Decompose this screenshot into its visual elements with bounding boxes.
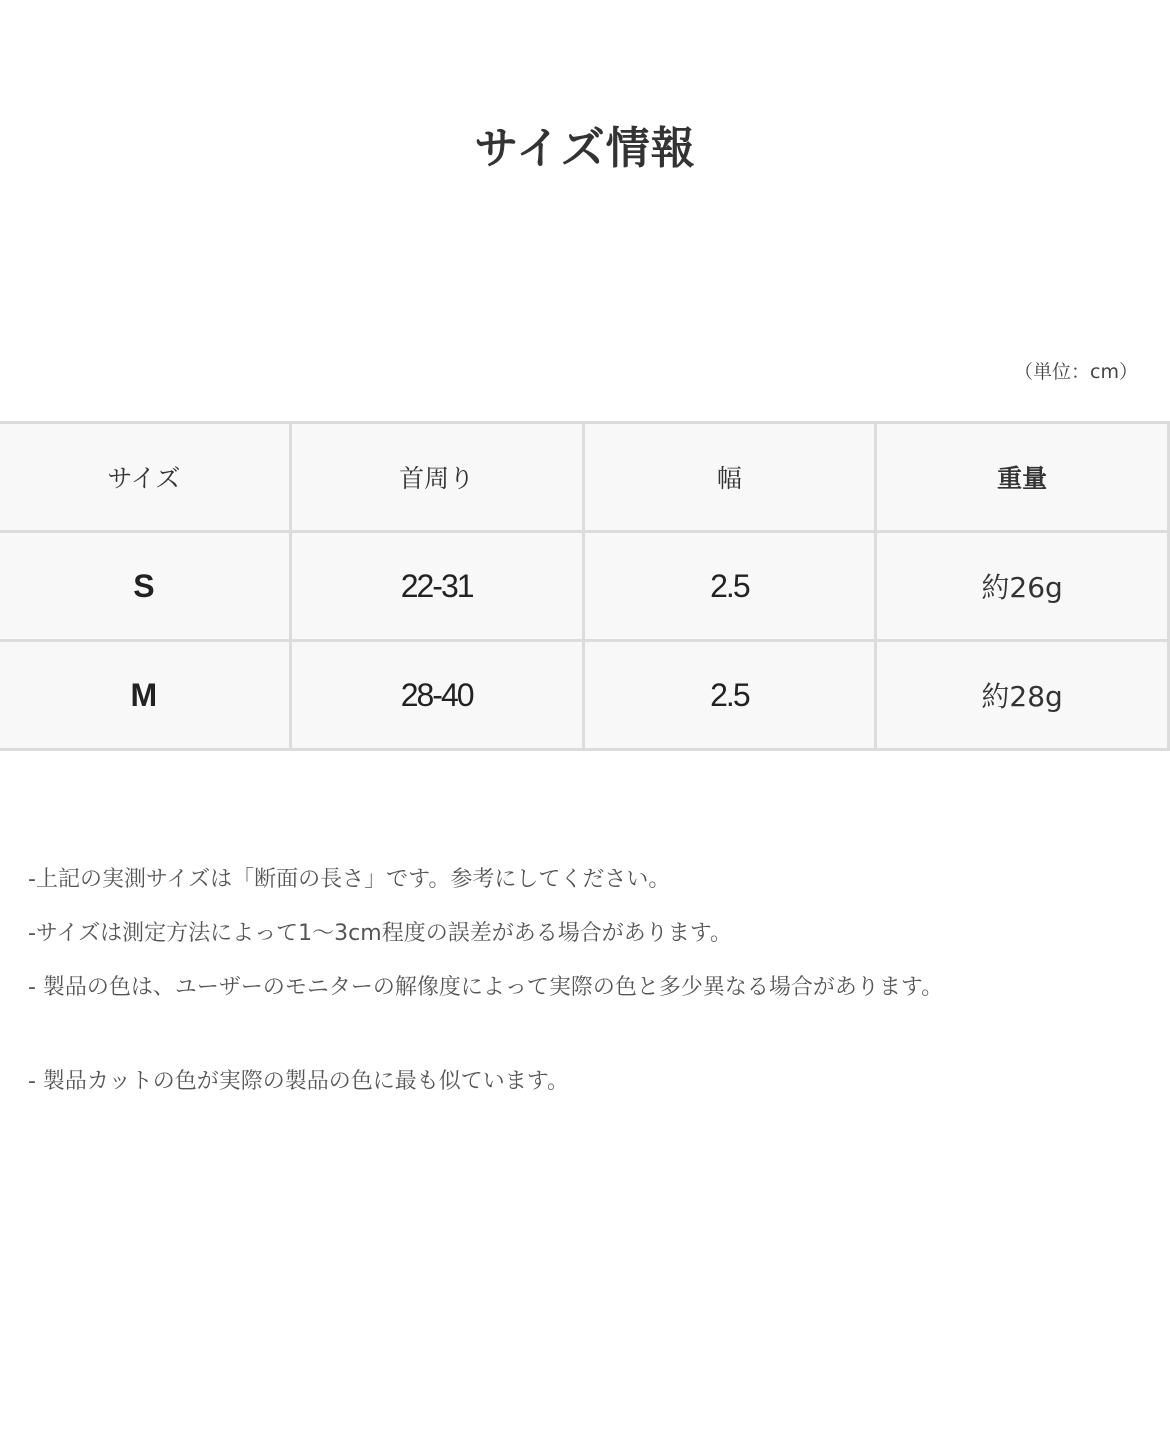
- neck-cell: 28-40: [290, 641, 583, 750]
- size-cell: M: [0, 641, 290, 750]
- page-title: サイズ情報: [474, 123, 696, 174]
- weight-cell: 約26g: [876, 532, 1169, 641]
- note-product-cut-color: - 製品カットの色が実際の製品の色に最も似ています。: [28, 1069, 569, 1094]
- weight-cell: 約28g: [876, 641, 1169, 750]
- note-monitor-color: - 製品の色は、ユーザーのモニターの解像度によって実際の色と多少異なる場合があります。: [28, 975, 944, 1000]
- header-neck: 首周り: [290, 423, 583, 532]
- table-row: [0, 641, 1169, 750]
- header-weight: 重量: [876, 423, 1169, 532]
- width-cell: 2.5: [583, 532, 876, 641]
- header-size: サイズ: [0, 423, 290, 532]
- header-width: 幅: [583, 423, 876, 532]
- size-cell: S: [0, 532, 290, 641]
- unit-note: （単位：cm）: [1014, 361, 1138, 383]
- neck-cell: 22-31: [290, 532, 583, 641]
- notes-section: [28, 860, 1148, 1116]
- note-measurement: -上記の実測サイズは「断面の長さ」です。参考にしてください。: [28, 867, 671, 892]
- table-row: [0, 532, 1169, 641]
- table-header-row: [0, 423, 1169, 532]
- size-table: [0, 421, 1170, 751]
- note-error-margin: -サイズは測定方法によって1～3cm程度の誤差がある場合があります。: [28, 921, 732, 946]
- width-cell: 2.5: [583, 641, 876, 750]
